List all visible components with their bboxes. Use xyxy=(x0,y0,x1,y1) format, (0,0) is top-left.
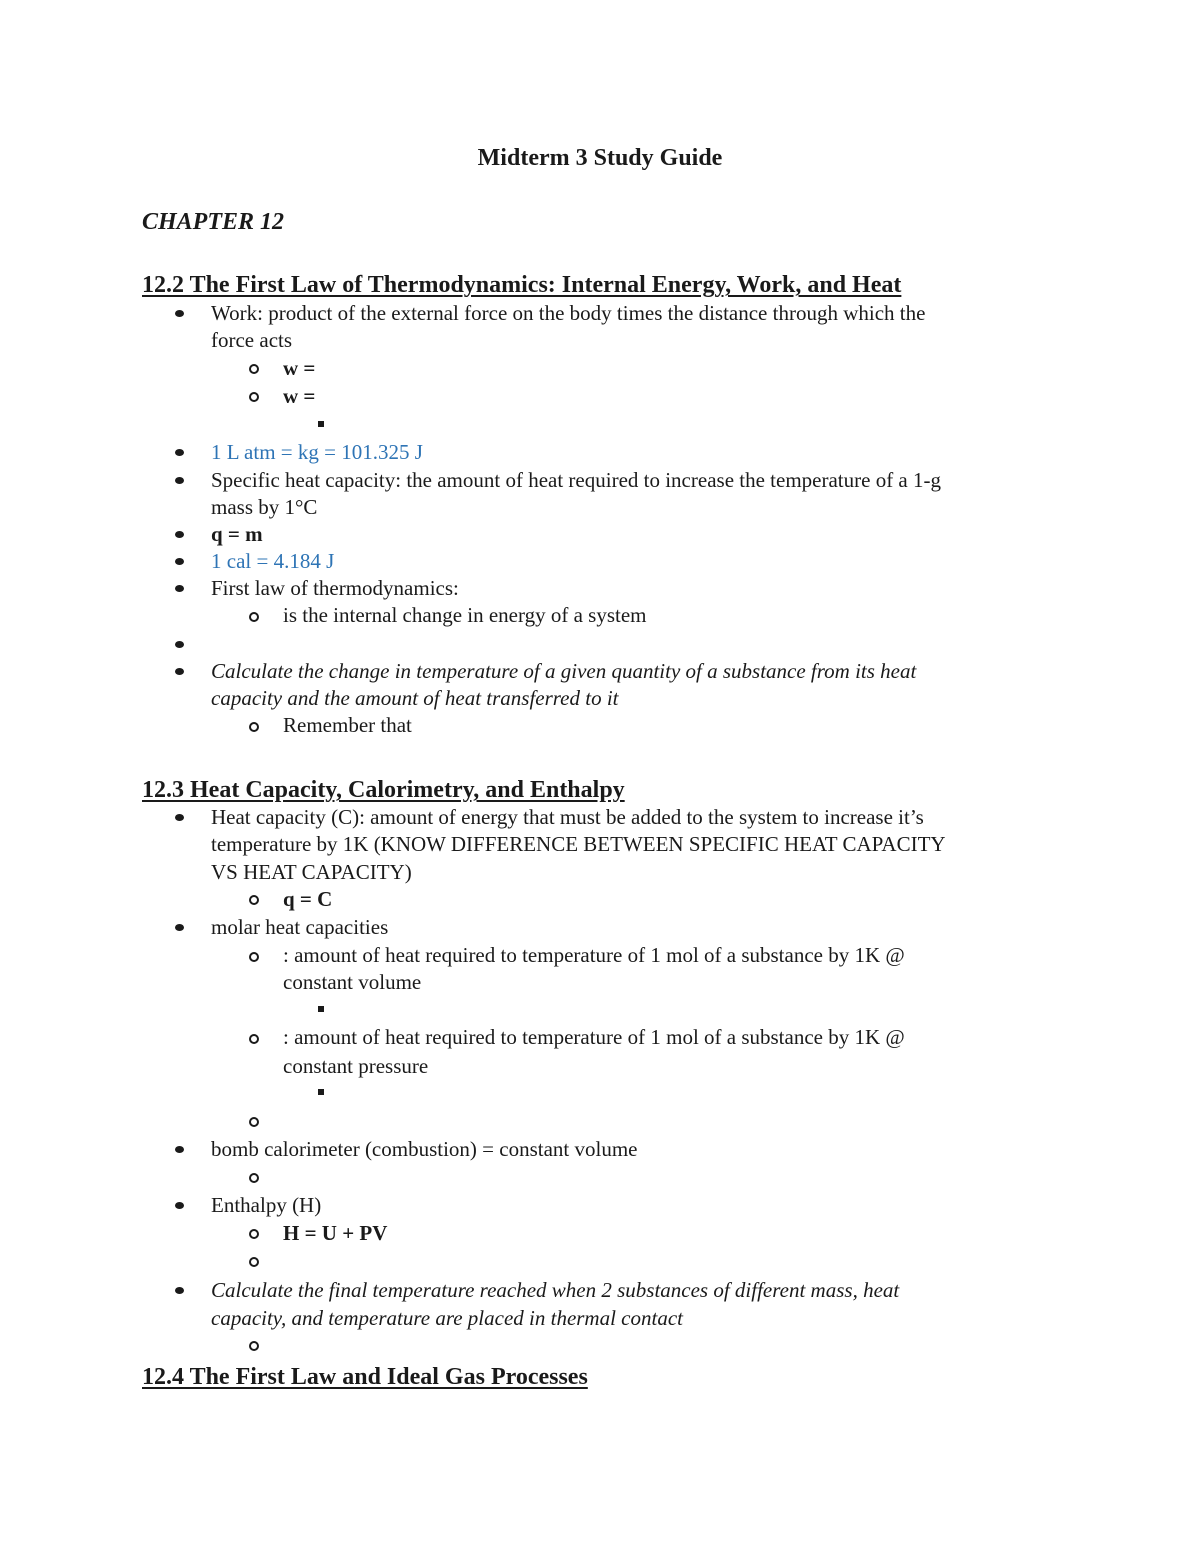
heat-capacity-line-1: Heat capacity (C): amount of energy that must be added to the system to increase it’s xyxy=(211,805,924,829)
bullet-circle xyxy=(249,1257,259,1267)
cp-definition-line-1: : amount of heat required to temperature of 1 mol of a substance by 1K @ xyxy=(283,1025,905,1049)
bullet-disc xyxy=(175,1287,184,1294)
work-definition-line-2: force acts xyxy=(211,328,293,352)
specific-heat-line-1: Specific heat capacity: the amount of heat required to increase the temperature of a 1-g xyxy=(211,468,941,492)
bullet-square xyxy=(318,1006,324,1012)
bullet-circle xyxy=(249,1341,259,1351)
objective-final-temperature-line-1: Calculate the final temperature reached when 2 substances of different mass, heat xyxy=(211,1278,900,1302)
bullet-circle xyxy=(249,364,259,374)
bullet-circle xyxy=(249,392,259,402)
chapter-heading: CHAPTER 12 xyxy=(142,209,285,235)
bullet-disc xyxy=(175,449,184,456)
objective-final-temperature-line-2: capacity, and temperature are placed in thermal contact xyxy=(211,1306,683,1330)
enthalpy-label: Enthalpy (H) xyxy=(211,1193,322,1217)
bomb-calorimeter-note: bomb calorimeter (combustion) = constant volume xyxy=(211,1137,638,1161)
section-heading-12-4: 12.4 The First Law and Ideal Gas Processes xyxy=(142,1364,588,1390)
bullet-disc xyxy=(175,477,184,484)
bullet-disc xyxy=(175,1146,184,1153)
bullet-disc xyxy=(175,641,184,648)
q-equals-c-formula: q = C xyxy=(283,887,333,911)
objective-temperature-change-line-1: Calculate the change in temperature of a given quantity of a substance from its heat xyxy=(211,659,917,683)
enthalpy-formula: H = U + PV xyxy=(283,1221,388,1245)
remember-note: Remember that xyxy=(283,713,412,737)
bullet-circle xyxy=(249,1229,259,1239)
document-title: Midterm 3 Study Guide xyxy=(477,145,723,171)
work-definition-line-1: Work: product of the external force on the body times the distance through which the xyxy=(211,301,926,325)
bullet-disc xyxy=(175,1202,184,1209)
objective-temperature-change-line-2: capacity and the amount of heat transferred to it xyxy=(211,686,619,710)
specific-heat-line-2: mass by 1°C xyxy=(211,495,318,519)
bullet-disc xyxy=(175,668,184,675)
calorie-conversion: 1 cal = 4.184 J xyxy=(211,549,335,573)
cp-definition-line-2: constant pressure xyxy=(283,1054,429,1078)
bullet-circle xyxy=(249,1117,259,1127)
bullet-circle xyxy=(249,1034,259,1044)
bullet-circle xyxy=(249,722,259,732)
bullet-circle xyxy=(249,895,259,905)
work-formula-1: w = xyxy=(283,356,316,380)
section-heading-12-3: 12.3 Heat Capacity, Calorimetry, and Enthalpy xyxy=(142,777,625,803)
bullet-square xyxy=(318,1089,324,1095)
internal-energy-note: is the internal change in energy of a system xyxy=(283,603,647,627)
cv-definition-line-1: : amount of heat required to temperature of 1 mol of a substance by 1K @ xyxy=(283,943,905,967)
bullet-disc xyxy=(175,531,184,538)
bullet-disc xyxy=(175,814,184,821)
bullet-circle xyxy=(249,1173,259,1183)
bullet-circle xyxy=(249,612,259,622)
bullet-disc xyxy=(175,924,184,931)
latm-conversion: 1 L atm = kg = 101.325 J xyxy=(211,440,423,464)
bullet-circle xyxy=(249,952,259,962)
work-formula-2: w = xyxy=(283,384,316,408)
section-heading-12-2: 12.2 The First Law of Thermodynamics: Internal Energy, Work, and Heat xyxy=(142,272,902,298)
bullet-square xyxy=(318,421,324,427)
cv-definition-line-2: constant volume xyxy=(283,970,422,994)
first-law-label: First law of thermodynamics: xyxy=(211,576,459,600)
heat-capacity-line-3: VS HEAT CAPACITY) xyxy=(211,860,412,884)
molar-heat-capacities-label: molar heat capacities xyxy=(211,915,389,939)
heat-capacity-line-2: temperature by 1K (KNOW DIFFERENCE BETWEEN SPECIFIC HEAT CAPACITY xyxy=(211,832,946,856)
bullet-disc xyxy=(175,558,184,565)
q-equals-m-formula: q = m xyxy=(211,522,263,546)
bullet-disc xyxy=(175,310,184,317)
bullet-disc xyxy=(175,585,184,592)
